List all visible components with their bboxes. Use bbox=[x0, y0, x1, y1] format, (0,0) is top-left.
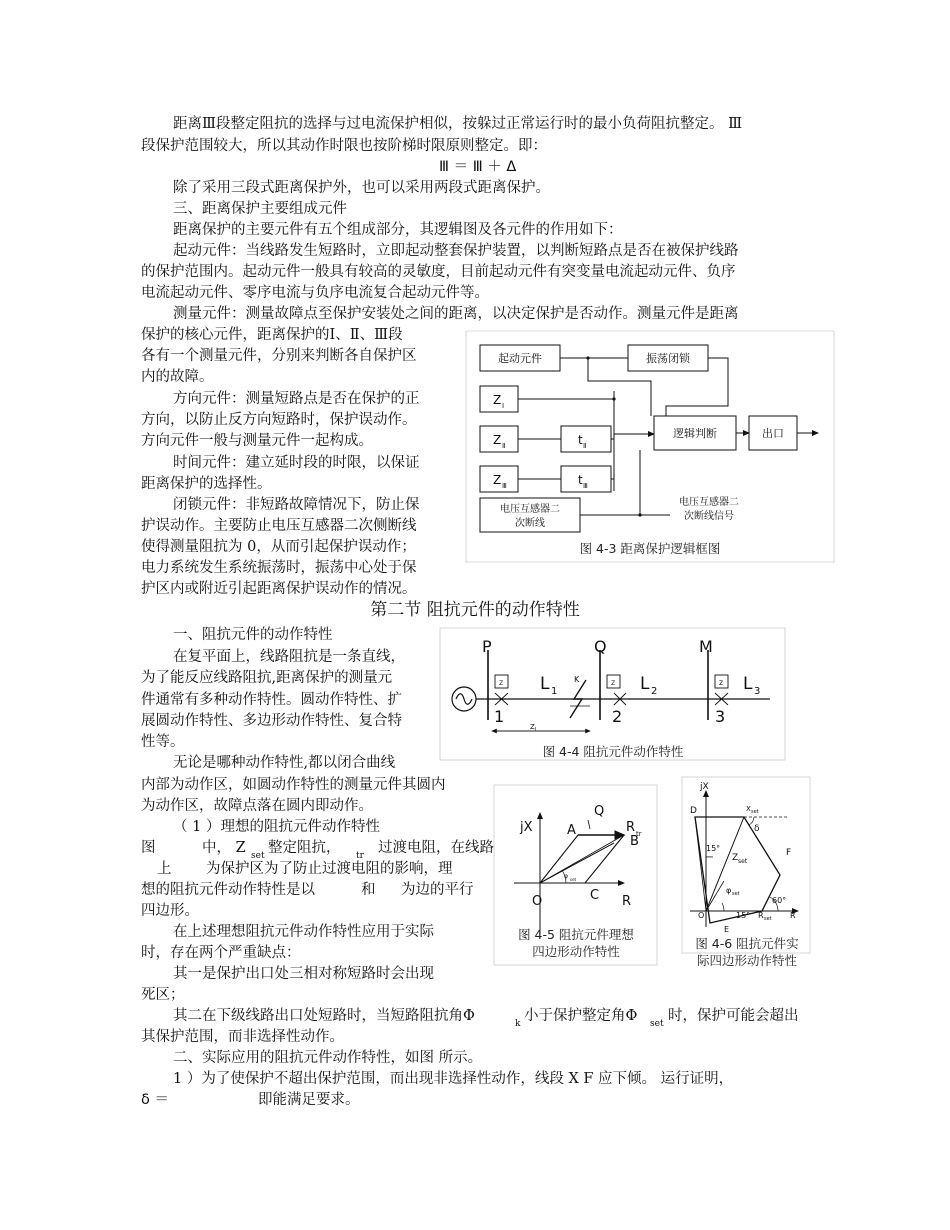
line-l3-label: L bbox=[743, 674, 753, 694]
subscript: tr bbox=[356, 851, 364, 861]
bus-q-label: Q bbox=[594, 637, 607, 656]
text-line: 时，保护可能会超出 bbox=[668, 1008, 799, 1024]
origin-label: O bbox=[532, 894, 543, 909]
line-l1-label: L bbox=[540, 674, 550, 694]
relay-1-z: Z bbox=[499, 680, 504, 687]
text-line: 性等。 bbox=[141, 734, 185, 750]
line-l3-subscript: 3 bbox=[754, 686, 761, 697]
text-line: 件通常有多种动作特性。圆动作特性、扩 bbox=[141, 692, 402, 708]
figure-4-5-caption-line2: 四边形动作特性 bbox=[532, 944, 620, 959]
text-line: 距离保护的选择性。 bbox=[141, 476, 272, 492]
text-line: 的保护范围内。起动元件一般具有较高的灵敏度，目前起动元件有突变量电流起动元件、负序 bbox=[141, 264, 736, 280]
line-l1-subscript: 1 bbox=[551, 686, 558, 697]
text-line: 段保护范围较大，所以其动作时限也按阶梯时限原则整定。即： bbox=[141, 138, 547, 154]
delta-label: δ bbox=[754, 824, 760, 834]
figure-4-6-caption-line1: 图 4-6 阻抗元件实 bbox=[695, 936, 799, 951]
oscillation-lock-label: 振荡闭锁 bbox=[646, 352, 690, 365]
point-d-label: D bbox=[690, 806, 697, 816]
zset-subscript: set bbox=[738, 858, 748, 865]
text-line: 距离保护的主要元件有五个组成部分，其逻辑图及各元件的作用如下： bbox=[173, 222, 623, 238]
z3-label: Z bbox=[493, 473, 502, 487]
point-b-label: B bbox=[630, 834, 639, 849]
figure-4-3-caption: 图 4-3 距离保护逻辑框图 bbox=[579, 541, 721, 556]
phiset-label: φ bbox=[726, 886, 732, 895]
text-line: 各有一个测量元件，分别来判断各自保护区 bbox=[141, 348, 417, 364]
rset-label: R bbox=[758, 911, 764, 920]
text-line: 时间元件：建立延时段的时限，以保证 bbox=[173, 455, 420, 471]
text-line: 护误动作。主要防止电压互感器二次侧断线 bbox=[141, 518, 417, 534]
text-line: 为动作区，故障点落在圆内即动作。 bbox=[141, 798, 373, 814]
text-line: 整定阻抗， bbox=[268, 840, 341, 856]
line-l2-subscript: 2 bbox=[651, 686, 658, 697]
z2-subscript: Ⅱ bbox=[502, 442, 506, 450]
bus-p-label: P bbox=[482, 637, 492, 656]
text-line: 除了采用三段式距离保护外，也可以采用两段式距离保护。 bbox=[173, 180, 550, 196]
angle-15b-label: 15° bbox=[736, 911, 751, 920]
subheading: 二、实际应用的阻抗元件动作特性，如图 所示。 bbox=[173, 1050, 483, 1066]
axis-jx-label: jX bbox=[700, 782, 709, 792]
text-line: 在复平面上，线路阻抗是一条直线， bbox=[173, 649, 405, 665]
text-line: 方向元件一般与测量元件一起构成。 bbox=[141, 433, 373, 449]
figure-4-5-caption-line1: 图 4-5 阻抗元件理想 bbox=[518, 927, 634, 942]
text-line: 中， Z bbox=[202, 840, 246, 856]
text-line: 其一是保护出口处三相对称短路时会出现 bbox=[173, 966, 434, 982]
zl-label: Z bbox=[530, 723, 535, 731]
text-line: 四边形。 bbox=[141, 903, 199, 919]
section-title: 第二节 阻抗元件的动作特性 bbox=[370, 600, 580, 620]
text-line: 测量元件：测量故障点至保护安装处之间的距离，以决定保护是否动作。测量元件是距离 bbox=[173, 306, 739, 322]
formula: Ⅲ ＝ Ⅲ ＋ Δ bbox=[439, 159, 517, 175]
t3-subscript: Ⅲ bbox=[583, 482, 588, 490]
fault-k-label: K bbox=[574, 675, 580, 684]
text-line: 在上述理想阻抗元件动作特性应用于实际 bbox=[173, 924, 434, 940]
text-line: δ ＝ bbox=[141, 1092, 169, 1108]
text-line: 起动元件：当线路发生短路时，立即起动整套保护装置，以判断短路点是否在被保护线路 bbox=[173, 243, 739, 259]
start-element-label: 起动元件 bbox=[498, 352, 542, 365]
rtr-label: R bbox=[626, 820, 636, 835]
axis-r-label: R bbox=[622, 894, 632, 909]
rtr-subscript: tr bbox=[636, 830, 642, 838]
text-line: 护区内或附近引起距离保护误动作的情况。 bbox=[141, 581, 417, 597]
pt-break-label: 电压互感器二 bbox=[500, 504, 560, 515]
xset-label: X bbox=[746, 805, 751, 813]
zl-subscript: L bbox=[535, 727, 538, 733]
point-a-label: A bbox=[567, 823, 576, 838]
z2-label: Z bbox=[493, 433, 502, 447]
text-line: 闭锁元件：非短路故障情况下，防止保 bbox=[173, 497, 420, 513]
xset-subscript: set bbox=[751, 809, 759, 815]
relay-2-label: 2 bbox=[612, 707, 623, 726]
output-label: 出口 bbox=[762, 427, 784, 440]
text-line: 保护的核心元件，距离保护的Ⅰ、Ⅱ、Ⅲ段 bbox=[141, 327, 403, 343]
bus-m-label: M bbox=[699, 637, 713, 656]
angle-60-label: 60° bbox=[772, 896, 787, 905]
text-line: 时，存在两个严重缺点： bbox=[141, 945, 301, 961]
zset-label: Z bbox=[732, 853, 739, 863]
point-q-label: Q bbox=[594, 804, 605, 819]
relay-3-z: Z bbox=[719, 680, 724, 687]
relay-1-label: 1 bbox=[494, 707, 505, 726]
text-line: 为了能反应线路阻抗,距离保护的测量元 bbox=[141, 670, 393, 686]
text-line: 图 bbox=[141, 840, 156, 856]
point-c-label: C bbox=[590, 888, 600, 903]
text-line: 1 ）为了使保护不超出保护范围，而出现非选择性动作，线段 X F 应下倾。 运行证明， bbox=[173, 1071, 734, 1087]
figure-4-6-caption-line2: 际四边形动作特性 bbox=[696, 953, 797, 968]
text-line: 为保护区为了防止过渡电阻的影响，理 bbox=[206, 861, 453, 877]
relay-2-z: Z bbox=[611, 680, 616, 687]
figure-4-6-caption bbox=[682, 935, 812, 969]
line-l2-label: L bbox=[640, 674, 650, 694]
text-line: 展圆动作特性、多边形动作特性、复合特 bbox=[141, 713, 402, 729]
text-line: 方向，以防止反方向短路时，保护误动作。 bbox=[141, 412, 417, 428]
pt-signal-label-2: 次断线信号 bbox=[684, 511, 734, 522]
text-line: 使得测量阻抗为 0，从而引起保护误动作； bbox=[141, 539, 416, 555]
z3-subscript: Ⅲ bbox=[502, 482, 507, 490]
text-line: 和 bbox=[361, 882, 376, 898]
subscript: k bbox=[515, 1019, 521, 1029]
point-e-label: E bbox=[724, 925, 730, 934]
text-line: 电力系统发生系统振荡时，振荡中心处于保 bbox=[141, 560, 417, 576]
subheading: 一、阻抗元件的动作特性 bbox=[173, 627, 333, 643]
phiset-subscript: set bbox=[732, 891, 740, 897]
text-line: 小于保护整定角Φ bbox=[524, 1008, 638, 1024]
text-line: 为边的平行 bbox=[401, 882, 474, 898]
figure-4-4-caption: 图 4-4 阻抗元件动作特性 bbox=[542, 744, 684, 759]
text-line: 其二在下级线路出口处短路时，当短路阻抗角Φ bbox=[173, 1008, 475, 1024]
angle-15-label: 15° bbox=[706, 844, 721, 853]
z1-subscript: Ⅰ bbox=[502, 402, 505, 410]
origin-label: O bbox=[698, 911, 705, 920]
relay-3-label: 3 bbox=[715, 707, 726, 726]
text-line: 即能满足要求。 bbox=[258, 1092, 360, 1108]
text-line: 电流起动元件、零序电流与负序电流复合起动元件等。 bbox=[141, 285, 489, 301]
figure-4-5-caption bbox=[494, 926, 658, 960]
text-line: 内的故障。 bbox=[141, 369, 214, 385]
rset-subscript: set bbox=[764, 916, 772, 922]
axis-r-label: R bbox=[790, 911, 796, 920]
subscript: set bbox=[251, 851, 265, 861]
text-line: 死区； bbox=[141, 987, 185, 1003]
angle-phi-subscript: set bbox=[570, 877, 577, 882]
text-line: 其保护范围，而非选择性动作。 bbox=[141, 1029, 344, 1045]
angle-phi-label: φ bbox=[564, 873, 568, 880]
subscript: set bbox=[650, 1019, 664, 1029]
z1-label: Z bbox=[493, 393, 502, 407]
t2-subscript: Ⅱ bbox=[583, 442, 587, 450]
subheading: 三、距离保护主要组成元件 bbox=[173, 201, 347, 217]
t3-label: t bbox=[578, 473, 583, 487]
text-line: 无论是哪种动作特性,都以闭合曲线 bbox=[173, 755, 396, 771]
text-line: 距离Ⅲ段整定阻抗的选择与过电流保护相似，按躲过正常运行时的最小负荷阻抗整定。 Ⅲ bbox=[173, 116, 743, 132]
text-line: 想的阻抗元件动作特性是以 bbox=[141, 882, 315, 898]
axis-jx-label: jX bbox=[520, 820, 533, 835]
t2-label: t bbox=[578, 433, 583, 447]
point-f-label: F bbox=[786, 848, 792, 858]
logic-judgement-label: 逻辑判断 bbox=[673, 427, 717, 440]
text-line: 方向元件：测量短路点是否在保护的正 bbox=[173, 391, 420, 407]
figure-4-3 bbox=[466, 331, 836, 563]
pt-signal-label: 电压互感器二 bbox=[679, 497, 739, 508]
text-line: 上 bbox=[157, 861, 172, 877]
text-line: 过渡电阻，在线路 bbox=[378, 840, 494, 856]
text-line: 内部为动作区，如圆动作特性的测量元件其圆内 bbox=[141, 777, 446, 793]
pt-break-label-2: 次断线 bbox=[515, 518, 545, 529]
text-line: （ 1 ）理想的阻抗元件动作特性 bbox=[173, 819, 380, 835]
